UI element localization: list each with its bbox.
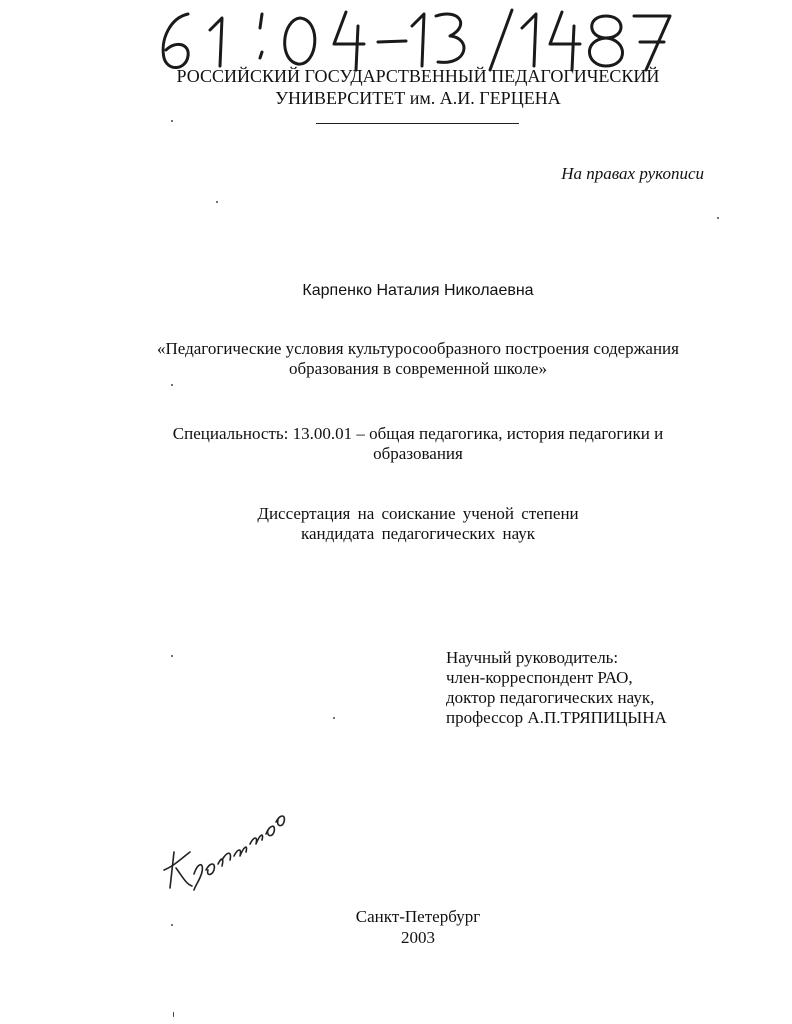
- university-name-line2: УНИВЕРСИТЕТ им. А.И. ГЕРЦЕНА: [275, 88, 561, 108]
- scan-speck: [171, 924, 173, 926]
- scan-speck: [333, 717, 335, 719]
- degree-line1: Диссертация на соискание ученой степени: [257, 504, 579, 523]
- supervisor-degree: доктор педагогических наук,: [446, 688, 655, 707]
- specialty-line1: Специальность: 13.00.01 – общая педагогика, история педагогики и: [172, 424, 664, 443]
- scan-speck: [717, 217, 719, 219]
- scan-speck: [171, 384, 173, 386]
- degree-line2: кандидата педагогических наук: [300, 524, 536, 543]
- header-divider: [316, 123, 519, 124]
- city: Санкт-Петербург: [355, 907, 481, 926]
- supervisor-rank: член-корреспондент РАО,: [446, 668, 633, 687]
- handwritten-signature: [160, 800, 290, 895]
- scan-speck: [173, 1012, 174, 1017]
- year: 2003: [401, 928, 435, 947]
- university-name-line1: РОССИЙСКИЙ ГОСУДАРСТВЕННЫЙ ПЕДАГОГИЧЕСКИЙ: [176, 66, 660, 86]
- supervisor-name: профессор А.П.ТРЯПИЦЫНА: [446, 708, 667, 727]
- dissertation-title-line1: «Педагогические условия культуросообразного построения содержания: [157, 339, 679, 358]
- scan-speck: [171, 120, 173, 122]
- manuscript-note: На правах рукописи: [561, 164, 704, 183]
- specialty-line2: образования: [373, 444, 463, 463]
- supervisor-label: Научный руководитель:: [446, 648, 619, 667]
- scan-speck: [216, 201, 218, 203]
- author-name: Карпенко Наталия Николаевна: [302, 282, 534, 299]
- dissertation-title-line2: образования в современной школе»: [289, 359, 547, 378]
- scan-speck: [171, 655, 173, 657]
